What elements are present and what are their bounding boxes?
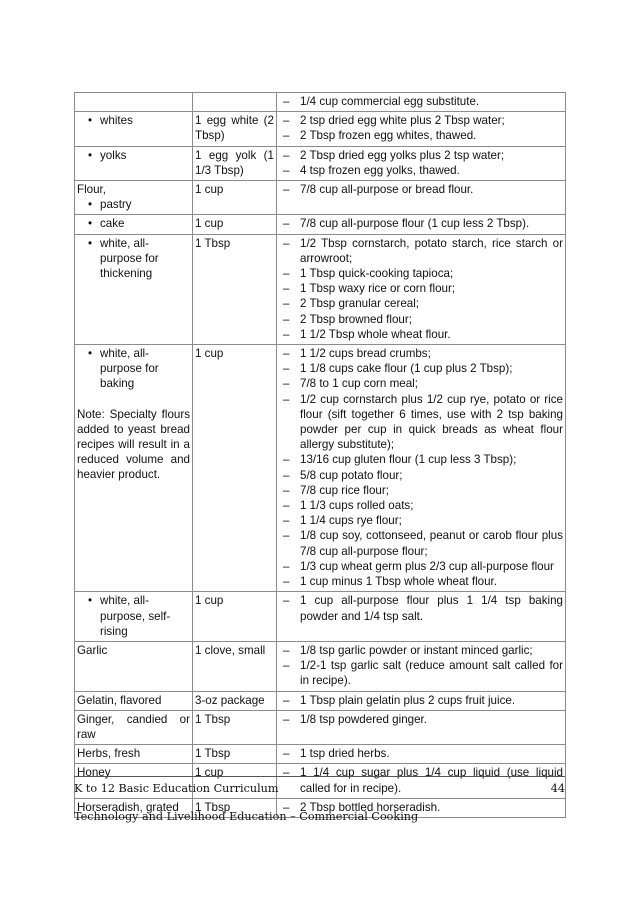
dash-icon: – [283,766,290,780]
bullet-icon: • [88,148,93,162]
substitution-item [279,498,563,513]
dash-icon: – [283,217,290,231]
substitution-text: 1/2 Tbsp cornstarch, potato starch, rice starch or arrowroot; [300,236,563,265]
substitution-item [279,376,563,391]
substitution-item [279,643,563,658]
table-row [75,345,566,592]
substitution-item [279,746,563,761]
dash-icon: – [283,148,290,162]
footer-divider [74,776,565,777]
amount-cell [193,93,277,112]
substitution-table [74,92,566,818]
bullet-icon: • [88,347,93,361]
ingredient-label: Ginger, candied or raw [77,712,190,741]
substitution-text: 7/8 to 1 cup corn meal; [300,377,418,391]
dash-icon: – [283,800,290,814]
substitution-text: 2 Tbsp frozen egg whites, thawed. [300,129,477,143]
substitution-cell [277,93,566,112]
dash-icon: – [283,453,290,467]
ingredient-label: Garlic [77,643,108,657]
substitution-text: 1/8 cup soy, cottonseed, peanut or carob flour plus 7/8 cup all-purpose flour; [300,529,563,558]
substitution-item [279,468,563,483]
substitution-text: 7/8 cup rice flour; [300,483,389,497]
ingredient-cell [75,345,193,592]
substitution-table-container [74,92,565,818]
substitution-text: 1 Tbsp waxy rice or corn flour; [300,282,456,296]
bullet-icon: • [88,594,93,608]
dash-icon: – [283,282,290,296]
ingredient-label: cake [100,217,125,231]
dash-icon: – [283,468,290,482]
substitution-text: 7/8 cup all-purpose or bread flour. [300,183,474,197]
amount-cell: 1 egg yolk (1 1/3 Tbsp) [193,146,277,180]
dash-icon: – [283,129,290,143]
substitution-item [279,128,563,143]
substitution-text: 1 cup all-purpose flour plus 1 1/4 tsp baking powder and 1/4 tsp salt. [300,594,563,623]
substitution-text: 1 1/2 Tbsp whole wheat flour. [300,327,451,341]
ingredient-cell [75,592,193,642]
substitution-text: 1/3 cup wheat germ plus 2/3 cup all-purpose flour [300,559,554,573]
table-row [75,710,566,744]
substitution-item [279,513,563,528]
dash-icon: – [283,114,290,128]
substitution-text: 1 1/4 cup sugar plus 1/4 cup liquid (use liquid called for in recipe). [300,766,563,795]
ingredient-label: white, all-purpose, self-rising [100,594,171,638]
dash-icon: – [283,267,290,281]
substitution-cell [277,181,566,215]
bulleted-ingredient [77,593,190,639]
bulleted-ingredient [77,236,190,282]
dash-icon: – [283,712,290,726]
substitution-item [279,281,563,296]
table-row [75,146,566,180]
ingredient-label: white, all-purpose for thickening [100,236,159,281]
substitution-item [279,392,563,453]
dash-icon: – [283,693,290,707]
table-row [75,641,566,691]
substitution-text: 2 Tbsp bottled horseradish. [300,800,441,814]
substitution-text: 7/8 cup all-purpose flour (1 cup less 2 Tbsp). [300,217,530,231]
substitution-text: 1/8 tsp garlic powder or instant minced garlic; [300,643,533,657]
dash-icon: – [283,747,290,761]
dash-icon: – [283,163,290,177]
substitution-item [279,216,563,231]
dash-icon: – [283,594,290,608]
dash-icon: – [283,362,290,376]
substitution-text: 1/2-1 tsp garlic salt (reduce amount salt called for in recipe). [300,659,563,688]
substitution-cell [277,745,566,764]
amount-cell: 1 cup [193,764,277,798]
dash-icon: – [283,392,290,406]
substitution-item [279,452,563,467]
amount-cell: 1 cup [193,592,277,642]
substitution-item [279,266,563,281]
ingredient-cell [75,112,193,146]
footer-subject-line [74,810,565,823]
ingredient-label: Horseradish, grated [77,800,179,814]
substitution-text: 1 1/3 cups rolled oats; [300,499,414,513]
amount-cell: 3-oz package [193,691,277,710]
dash-icon: – [283,327,290,341]
bulleted-ingredient [77,216,190,231]
ingredient-cell [75,181,193,215]
substitution-text: 2 tsp dried egg white plus 2 Tbsp water; [300,114,505,128]
ingredient-cell [75,93,193,112]
substitution-item [279,693,563,708]
dash-icon: – [283,297,290,311]
dash-icon: – [283,575,290,589]
substitution-item [279,361,563,376]
dash-icon: – [283,347,290,361]
bulleted-ingredient [77,346,190,392]
substitution-cell [277,691,566,710]
dash-icon: – [283,499,290,513]
substitution-item [279,712,563,727]
substitution-text: 1/4 cup commercial egg substitute. [300,95,480,108]
table-row [75,181,566,215]
table-row [75,234,566,344]
ingredient-label: Honey [77,766,111,780]
table-row [75,215,566,234]
ingredient-cell [75,745,193,764]
substitution-text: 5/8 cup potato flour; [300,468,403,482]
substitution-cell [277,345,566,592]
dash-icon: – [283,529,290,543]
substitution-cell [277,146,566,180]
substitution-text: 13/16 cup gluten flour (1 cup less 3 Tbsp); [300,453,517,467]
table-body [75,93,566,818]
substitution-item [279,593,563,623]
table-row [75,745,566,764]
substitution-item [279,528,563,558]
amount-cell: 1 cup [193,181,277,215]
ingredient-label: Herbs, fresh [77,747,141,761]
substitution-item [279,559,563,574]
ingredient-cell [75,641,193,691]
bullet-icon: • [88,198,93,212]
substitution-text: 4 tsp frozen egg yolks, thawed. [300,163,460,177]
substitution-text: 1 Tbsp quick-cooking tapioca; [300,267,454,281]
footer-curriculum: K to 12 Basic Education Curriculum [74,782,279,795]
substitution-cell [277,710,566,744]
amount-cell: 1 Tbsp [193,710,277,744]
amount-cell: 1 Tbsp [193,234,277,344]
dash-icon: – [283,483,290,497]
ingredient-label: yolks [100,148,127,162]
ingredient-label: Gelatin, flavored [77,693,162,707]
table-row [75,592,566,642]
ingredient-label: white, all-purpose for baking [100,347,159,391]
table-row [75,112,566,146]
dash-icon: – [283,377,290,391]
substitution-cell [277,112,566,146]
amount-cell: 1 Tbsp [193,798,277,817]
substitution-item [279,346,563,361]
substitution-item [279,148,563,163]
dash-icon: – [283,643,290,657]
table-row [75,691,566,710]
amount-cell: 1 clove, small [193,641,277,691]
substitution-cell [277,592,566,642]
footer-subject: Technology and Livelihood Education – Commercial Cooking [74,810,419,823]
amount-cell: 1 Tbsp [193,745,277,764]
substitution-item [279,182,563,197]
bulleted-ingredient [77,113,190,128]
footer-curriculum-line [74,782,565,795]
substitution-item [279,296,563,311]
dash-icon: – [283,95,290,108]
substitution-item [279,483,563,498]
substitution-text: 1 1/4 cups rye flour; [300,514,402,528]
substitution-item [279,94,563,109]
substitution-text: 1 tsp dried herbs. [300,747,390,761]
substitution-item [279,236,563,266]
ingredient-cell [75,234,193,344]
dash-icon: – [283,659,290,673]
ingredient-label: Flour, [77,183,106,197]
ingredient-cell [75,215,193,234]
bullet-icon: • [88,236,93,250]
substitution-text: 1/2 cup cornstarch plus 1/2 cup rye, potato or rice flour (sift together 6 times, use with 2 tsp baking powder per cup in quick breads as wheat flour allergy substitute); [300,392,563,452]
bulleted-ingredient [77,197,190,212]
ingredient-cell [75,691,193,710]
substitution-cell [277,234,566,344]
substitution-text: 1/8 tsp powdered ginger. [300,712,427,726]
substitution-item [279,327,563,342]
substitution-text: 1 cup minus 1 Tbsp whole wheat flour. [300,575,497,589]
substitution-item [279,658,563,688]
amount-cell: 1 cup [193,215,277,234]
dash-icon: – [283,183,290,197]
substitution-item [279,113,563,128]
substitution-text: 2 Tbsp granular cereal; [300,297,420,311]
substitution-text: 2 Tbsp dried egg yolks plus 2 tsp water; [300,148,505,162]
specialty-flour-note: Note: Specialty flours added to yeast bread recipes will result in a reduced volume and heavier product. [77,407,190,482]
ingredient-label: pastry [100,198,132,212]
substitution-item [279,312,563,327]
substitution-text: 2 Tbsp browned flour; [300,312,412,326]
substitution-cell [277,641,566,691]
substitution-text: 1 1/2 cups bread crumbs; [300,347,431,361]
dash-icon: – [283,559,290,573]
dash-icon: – [283,236,290,250]
bulleted-ingredient [77,148,190,163]
substitution-text: 1 1/8 cups cake flour (1 cup plus 2 Tbsp); [300,362,513,376]
ingredient-cell [75,146,193,180]
ingredient-label: whites [100,114,133,128]
table-row [75,93,566,112]
substitution-item [279,574,563,589]
page-number: 44 [550,782,565,795]
bullet-icon: • [88,114,93,128]
substitution-text: 1 Tbsp plain gelatin plus 2 cups fruit juice. [300,693,516,707]
amount-cell: 1 cup [193,345,277,592]
dash-icon: – [283,514,290,528]
substitution-cell [277,215,566,234]
dash-icon: – [283,312,290,326]
ingredient-cell [75,710,193,744]
substitution-item [279,163,563,178]
bullet-icon: • [88,217,93,231]
amount-cell: 1 egg white (2 Tbsp) [193,112,277,146]
